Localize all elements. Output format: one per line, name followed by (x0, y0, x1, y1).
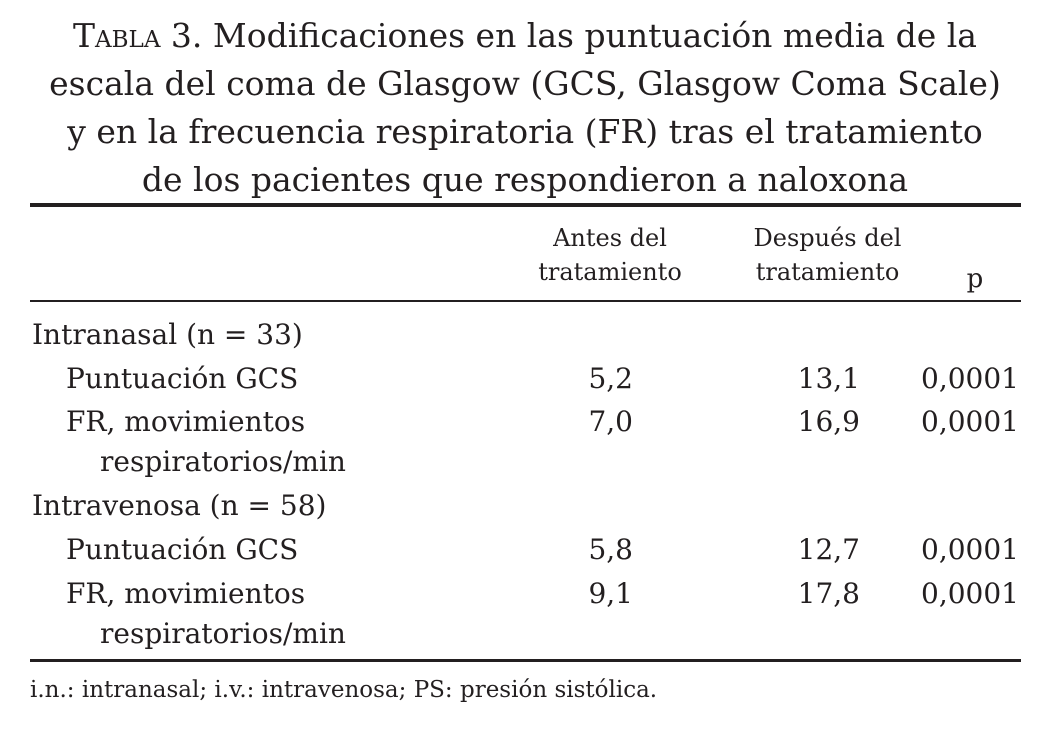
group-label-intranasal: Intranasal (n = 33) (32, 318, 303, 351)
row-label: FR, movimientos (66, 577, 306, 610)
header-despues-line-2: tratamiento (755, 258, 900, 286)
row-label: Puntuación GCS (66, 533, 299, 566)
caption-line-2: escala del coma de Glasgow (GCS, Glasgow Coma Scale) (49, 64, 1001, 103)
cell-antes: 5,8 (588, 533, 633, 566)
group-label-intravenosa: Intravenosa (n = 58) (32, 489, 327, 522)
cell-despues: 13,1 (797, 362, 860, 395)
caption-line-1 (30, 12, 1020, 60)
table-label: Tabla 3. (73, 16, 203, 55)
header-despues-line-1: Después del (753, 224, 902, 252)
header-rule (30, 300, 1021, 302)
cell-antes: 7,0 (588, 405, 633, 438)
table-caption (30, 12, 1020, 204)
caption-line-3: y en la frecuencia respiratoria (FR) tras el tratamiento (67, 112, 983, 151)
row-label-continuation: respiratorios/min (100, 445, 346, 478)
cell-p: 0,0001 (921, 577, 1019, 610)
cell-despues: 12,7 (797, 533, 860, 566)
table-footnote: i.n.: intranasal; i.v.: intravenosa; PS: presión sistólica. (30, 677, 658, 703)
caption-line-4: de los pacientes que respondieron a naloxona (141, 160, 909, 199)
row-label-continuation: respiratorios/min (100, 617, 346, 650)
cell-antes: 5,2 (588, 362, 633, 395)
header-antes-line-2: tratamiento (538, 258, 682, 286)
header-despues (740, 221, 915, 289)
header-antes (525, 221, 695, 289)
row-label: Puntuación GCS (66, 362, 299, 395)
row-label: FR, movimientos (66, 405, 306, 438)
top-rule (30, 203, 1021, 207)
header-p: p (966, 264, 984, 294)
cell-despues: 16,9 (797, 405, 860, 438)
bottom-rule (30, 659, 1021, 662)
cell-antes: 9,1 (588, 577, 633, 610)
cell-p: 0,0001 (921, 405, 1019, 438)
cell-p: 0,0001 (921, 533, 1019, 566)
cell-p: 0,0001 (921, 362, 1019, 395)
header-antes-line-1: Antes del (553, 224, 667, 252)
caption-text-1: Modificaciones en las puntuación media de la (212, 16, 977, 55)
cell-despues: 17,8 (797, 577, 860, 610)
